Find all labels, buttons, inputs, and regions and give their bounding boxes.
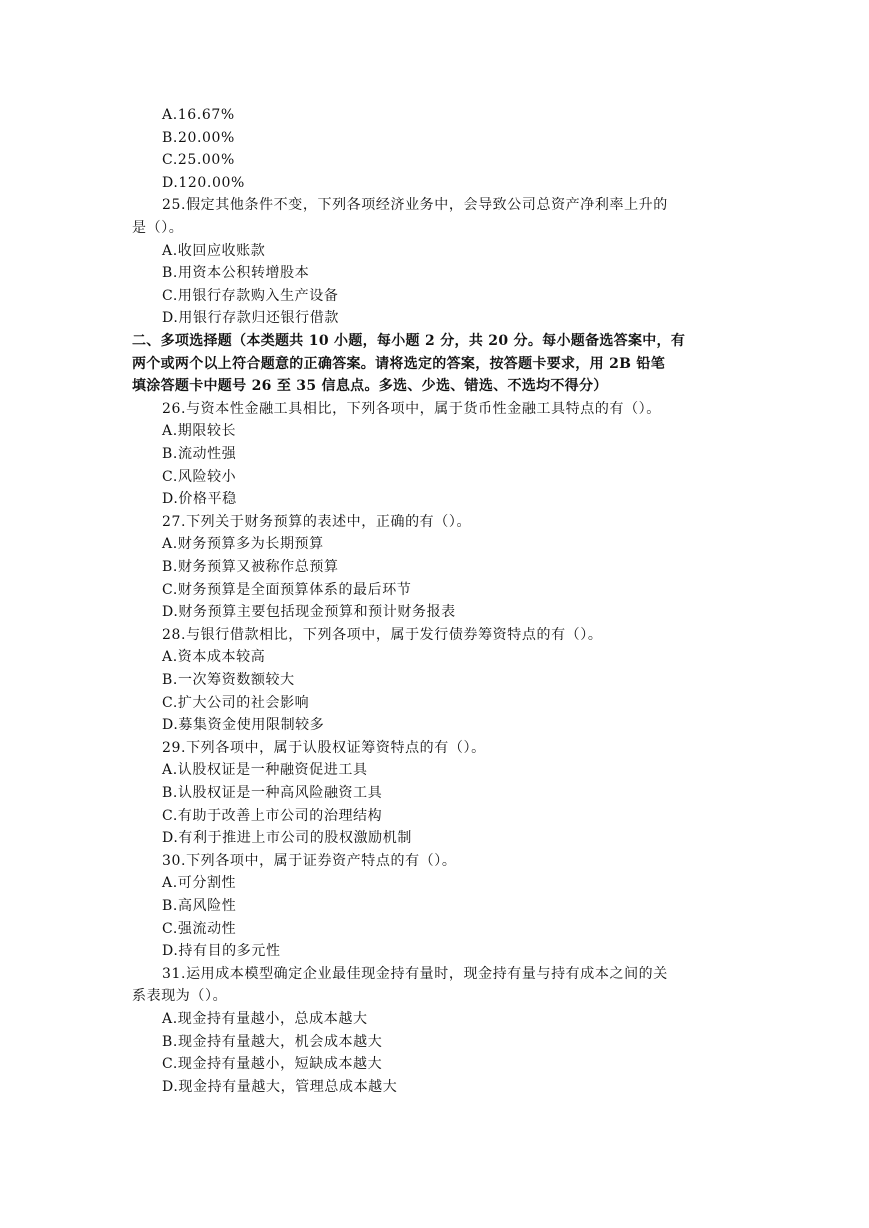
question-continuation: 是（）。: [132, 220, 184, 236]
section-heading: 二、多项选择题（本类题共 10 小题，每小题 2 分，共 20 分。每小题备选答案中，有: [132, 333, 686, 349]
answer-option: D.募集资金使用限制较多: [162, 717, 325, 734]
answer-option: A.资本成本较高: [162, 649, 266, 666]
section-heading: 填涂答题卡中题号 26 至 35 信息点。多选、少选、错选、不选均不得分）: [132, 378, 608, 395]
answer-option: C.25.00%: [162, 152, 235, 169]
answer-option: A.16.67%: [162, 107, 235, 123]
answer-option: B.财务预算又被称作总预算: [162, 559, 339, 575]
answer-option: A.现金持有量越小，总成本越大: [162, 1011, 368, 1027]
answer-option: C.有助于改善上市公司的治理结构: [162, 807, 383, 824]
answer-option: B.认股权证是一种高风险融资工具: [162, 785, 383, 801]
answer-option: B.20.00%: [162, 129, 235, 146]
question-text: 31.运用成本模型确定企业最佳现金持有量时，现金持有量与持有成本之间的关: [162, 965, 668, 982]
answer-option: D.财务预算主要包括现金预算和预计财务报表: [162, 604, 456, 621]
question-continuation: 系表现为（）。: [132, 988, 228, 1005]
answer-option: B.用资本公积转增股本: [162, 265, 310, 282]
answer-option: D.有利于推进上市公司的股权激励机制: [162, 830, 412, 847]
answer-option: B.流动性强: [162, 446, 237, 462]
answer-option: C.财务预算是全面预算体系的最后环节: [162, 581, 412, 598]
answer-option: C.风险较小: [162, 468, 237, 485]
answer-option: B.现金持有量越大，机会成本越大: [162, 1033, 383, 1050]
section-heading: 两个或两个以上符合题意的正确答案。请将选定的答案，按答题卡要求，用 2B 铅笔: [132, 355, 666, 372]
answer-option: D.120.00%: [162, 174, 245, 191]
answer-option: A.可分割性: [162, 875, 237, 892]
answer-option: D.现金持有量越大，管理总成本越大: [162, 1078, 398, 1095]
answer-option: A.财务预算多为长期预算: [162, 536, 324, 553]
question-text: 26.与资本性金融工具相比，下列各项中，属于货币性金融工具特点的有（）。: [162, 400, 661, 417]
answer-option: D.持有目的多元性: [162, 943, 281, 960]
question-text: 28.与银行借款相比，下列各项中，属于发行债券筹资特点的有（）。: [162, 626, 603, 643]
question-text: 29.下列各项中，属于认股权证筹资特点的有（）。: [162, 739, 486, 756]
answer-option: D.用银行存款归还银行借款: [162, 310, 339, 327]
answer-option: D.价格平稳: [162, 491, 237, 508]
answer-option: C.用银行存款购入生产设备: [162, 287, 339, 304]
answer-option: B.一次筹资数额较大: [162, 672, 295, 688]
answer-option: A.认股权证是一种融资促进工具: [162, 762, 368, 779]
question-text: 30.下列各项中，属于证券资产特点的有（）。: [162, 852, 457, 869]
answer-option: C.强流动性: [162, 920, 237, 937]
answer-option: B.高风险性: [162, 898, 237, 914]
answer-option: C.现金持有量越小，短缺成本越大: [162, 1056, 383, 1073]
question-text: 25.假定其他条件不变，下列各项经济业务中，会导致公司总资产净利率上升的: [162, 197, 668, 214]
answer-option: A.收回应收账款: [162, 242, 266, 259]
answer-option: A.期限较长: [162, 423, 237, 440]
answer-option: C.扩大公司的社会影响: [162, 694, 310, 711]
question-text: 27.下列关于财务预算的表述中，正确的有（）。: [162, 513, 472, 530]
